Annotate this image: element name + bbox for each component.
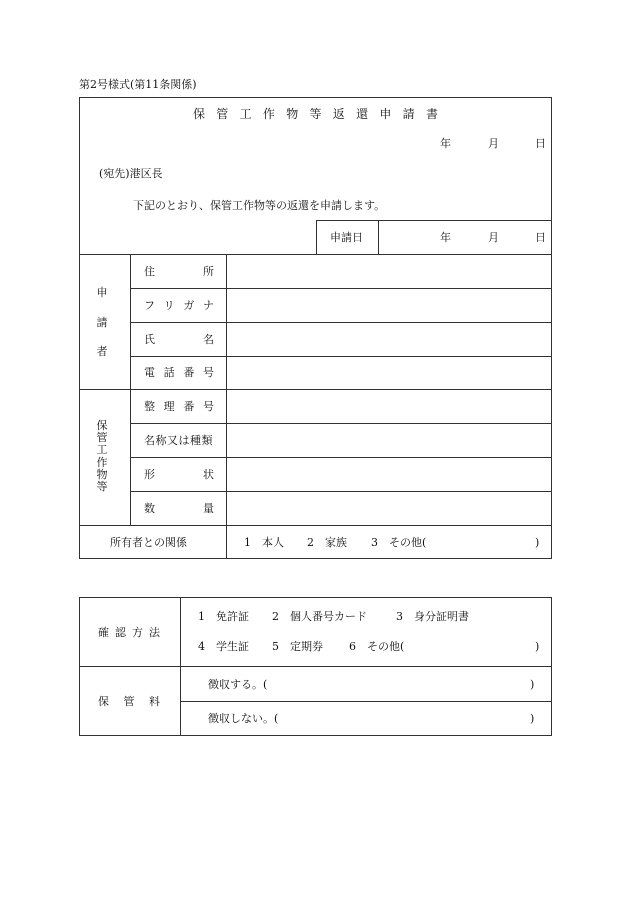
label-char: 量 [203,502,214,515]
heading-char: 保 [96,419,108,432]
label-char: 氏 [144,333,155,346]
address-label [144,266,214,277]
phone-label [144,367,214,378]
heading-char: 物 [96,467,108,481]
verification-student-id[interactable]: 4 学生証 [198,640,249,653]
label-char: 番 [183,400,195,413]
title-char: 保 [193,107,206,121]
heading-char: 請 [96,315,108,329]
label-char: リ [163,299,175,312]
phone-input[interactable] [230,359,548,387]
application-date-month[interactable]: 月 [488,231,499,244]
name-or-type-input[interactable] [230,426,548,454]
verification-label [98,627,160,638]
reference-number-input[interactable] [230,392,548,420]
addressee: (宛先)港区長 [99,167,163,180]
title-char: 書 [425,107,438,121]
date-month: 月 [488,137,499,150]
fee-no-collect-close-paren: ) [530,712,535,725]
quantity-label [144,503,214,514]
heading-char: 工 [96,443,108,457]
label-char: 名 [203,333,214,346]
label-char: 確 [98,626,109,639]
heading-char: 等 [96,479,108,493]
label-char: 所 [203,265,214,278]
verification-mynumber-card[interactable]: 2 個人番号カード [272,610,367,623]
reference-number-label [144,401,214,412]
relation-label: 所有者との関係 [110,536,187,549]
label-char: 整 [144,400,155,413]
title-char: 返 [332,107,345,121]
label-char: 管 [123,695,135,708]
date-year: 年 [440,137,451,150]
name-or-type-label: 名称又は種類 [144,434,213,447]
furigana-label [144,300,214,311]
heading-char: 申 [96,286,108,299]
label-char: フ [144,299,155,312]
label-char: 番 [183,366,195,379]
relation-option-other[interactable]: 3 その他( [371,536,427,549]
form-number: 第2号様式(第11条関係) [79,78,197,91]
title-char: 物 [286,107,299,121]
title-char: 管 [216,107,229,121]
heading-char: 作 [96,455,108,469]
title-char: 作 [262,107,275,121]
label-char: 電 [144,366,155,379]
label-char: ナ [202,299,214,312]
relation-option-family[interactable]: 2 家族 [307,536,347,549]
label-char: 料 [149,695,160,708]
label-char: 話 [163,366,175,379]
fee-collect-close-paren: ) [530,678,535,691]
title-char: 工 [239,107,252,121]
shape-input[interactable] [230,460,548,488]
quantity-input[interactable] [230,494,548,522]
label-char: 認 [115,626,126,639]
heading-char: 管 [96,431,108,445]
date-day: 日 [535,137,546,150]
title-char: 還 [356,107,369,121]
statement: 下記のとおり、保管工作物等の返還を申請します。 [133,199,386,212]
label-char: 号 [202,400,214,413]
label-char: 法 [149,626,160,639]
name-input[interactable] [230,325,548,353]
label-char: 形 [144,468,155,481]
title-char: 等 [309,107,322,121]
verification-other[interactable]: 6 その他( [349,640,405,653]
title-char: 申 [379,107,392,121]
verification-commuter-pass[interactable]: 5 定期券 [272,640,323,653]
form-title [193,108,438,120]
label-char: 方 [132,626,143,639]
label-char: 状 [203,468,214,481]
applicant-heading [96,287,108,357]
label-char: 数 [144,502,155,515]
application-date-year[interactable]: 年 [440,231,451,244]
furigana-input[interactable] [230,291,548,319]
label-char: 保 [98,695,109,708]
label-char: 理 [163,400,175,413]
verification-license[interactable]: 1 免許証 [198,610,249,623]
name-label [144,334,214,345]
application-date-label: 申請日 [330,231,363,244]
shape-label [144,469,214,480]
title-char: 請 [402,107,415,121]
address-input[interactable] [230,257,548,285]
item-heading [96,420,108,492]
label-char: 号 [202,366,214,379]
label-char: 住 [144,265,155,278]
relation-option-self[interactable]: 1 本人 [244,536,284,549]
fee-no-collect-option[interactable]: 徴収しない。( [208,712,279,725]
heading-char: 者 [96,345,108,358]
fee-collect-option[interactable]: 徴収する。( [208,678,268,691]
relation-close-paren: ) [535,536,540,549]
verification-close-paren: ) [535,640,540,653]
verification-id-certificate[interactable]: 3 身分証明書 [396,610,469,623]
label-char: ガ [183,299,195,312]
application-date-day[interactable]: 日 [535,231,546,244]
fee-label [98,696,160,707]
